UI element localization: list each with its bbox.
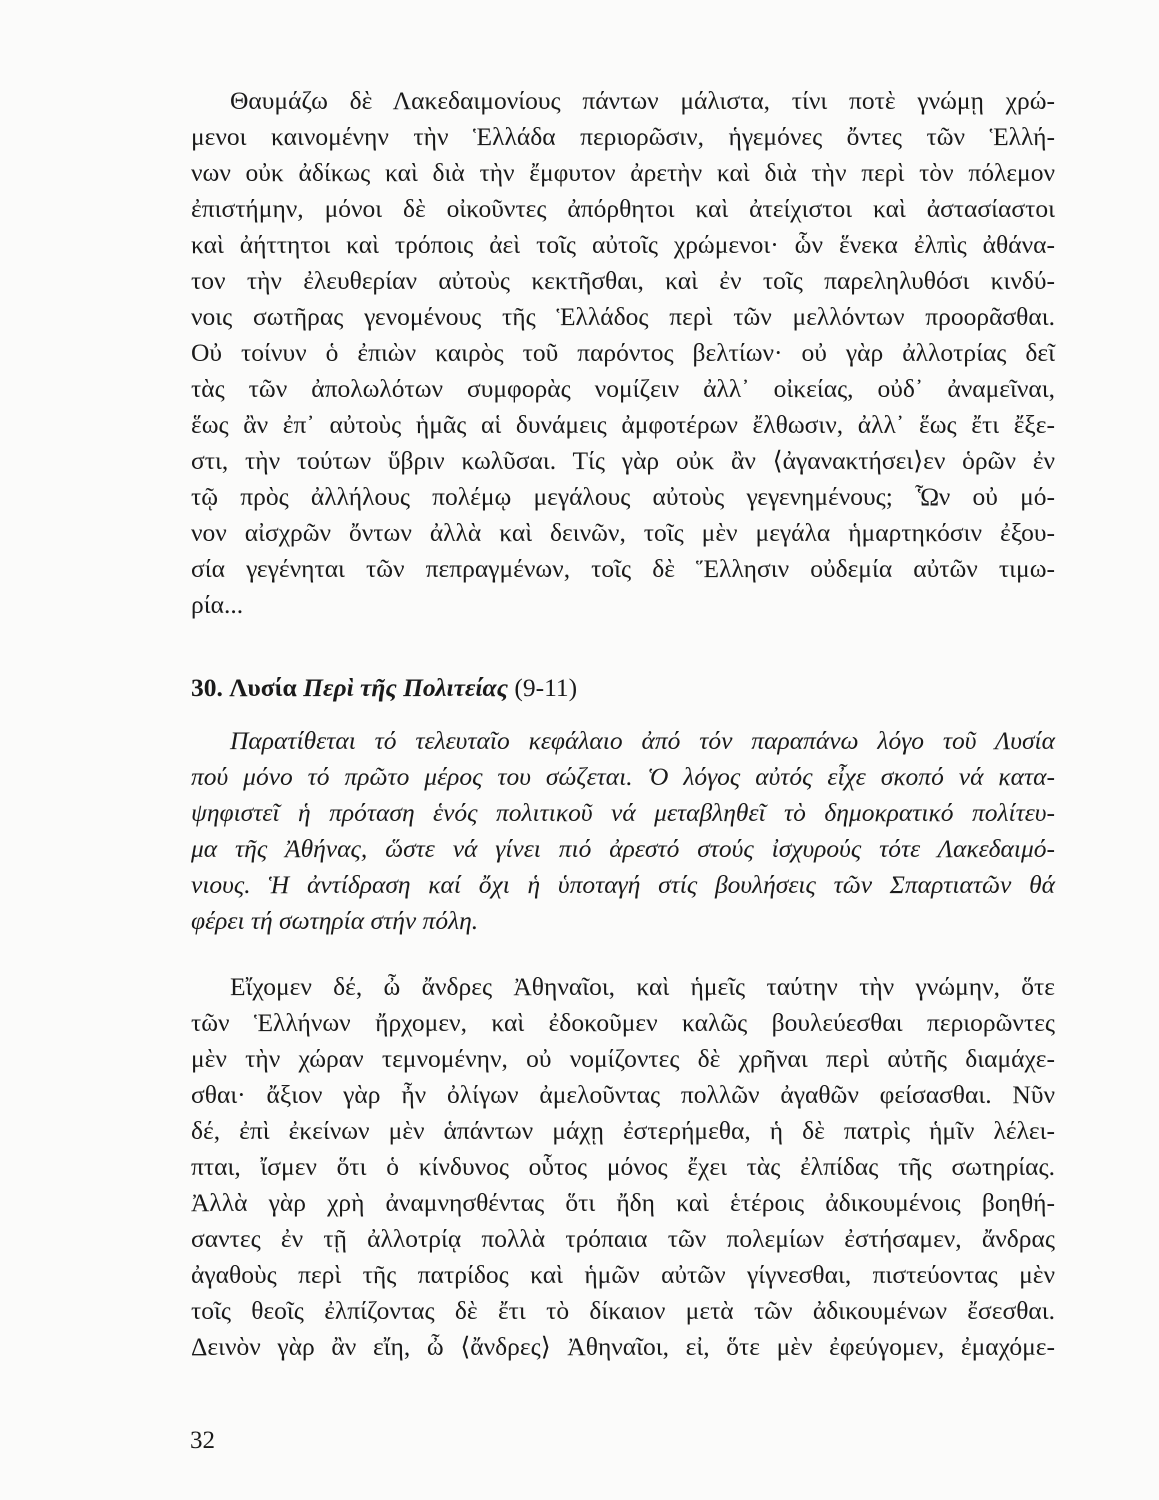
text-line: Εἴχομεν δέ, ὦ ἄνδρες Ἀθηναῖοι, καὶ ἡμεῖς ταύτην τὴν γνώμην, ὅτε (230, 972, 1055, 1001)
text-line: ἐπιστήμην, μόνοι δὲ οἰκοῦντες ἀπόρθητοι καὶ ἀτείχιστοι καὶ ἀστασίαστοι (191, 194, 1055, 223)
text-line: νιους. Ἡ ἀντίδραση καί ὄχι ἡ ὑποταγή στίς βουλήσεις τῶν Σπαρτιατῶν θά (191, 870, 1055, 899)
text-line: ἀγαθοὺς περὶ τῆς πατρίδος καὶ ἡμῶν αὐτῶν γίγνεσθαι, πιστεύοντας μὲν (191, 1260, 1055, 1289)
section-work-title: Περὶ τῆς Πολιτείας (303, 673, 508, 702)
text-line: Οὐ τοίνυν ὁ ἐπιὼν καιρὸς τοῦ παρόντος βελτίων· οὐ γὰρ ἀλλοτρίας δεῖ (191, 338, 1055, 367)
text-line: καὶ ἀήττητοι καὶ τρόποις ἀεὶ τοῖς αὐτοῖς χρώμενοι· ὧν ἕνεκα ἐλπὶς ἀθάνα- (191, 230, 1055, 259)
section-number: 30. (191, 673, 223, 702)
text-line: ἕως ἂν ἐπ᾽ αὐτοὺς ἡμᾶς αἱ δυνάμεις ἀμφοτέρων ἔλθωσιν, ἀλλ᾽ ἕως ἔτι ἔξε- (191, 410, 1055, 439)
text-line: σία γεγένηται τῶν πεπραγμένων, τοῖς δὲ Ἕλλησιν οὐδεμία αὐτῶν τιμω- (191, 554, 1055, 583)
text-line: τοῖς θεοῖς ἐλπίζοντας δὲ ἔτι τὸ δίκαιον μετὰ τῶν ἀδικουμένων ἔσεσθαι. (191, 1296, 1055, 1325)
text-line: Θαυμάζω δὲ Λακεδαιμονίους πάντων μάλιστα, τίνι ποτὲ γνώμῃ χρώ- (230, 86, 1055, 115)
text-line: τῶν Ἑλλήνων ἤρχομεν, καὶ ἐδοκοῦμεν καλῶς βουλεύεσθαι περιορῶντες (191, 1008, 1055, 1037)
text-line: σαντες ἐν τῇ ἀλλοτρίᾳ πολλὰ τρόπαια τῶν πολεμίων ἐστήσαμεν, ἄνδρας (191, 1224, 1055, 1253)
text-line: μὲν τὴν χώραν τεμνομένην, οὐ νομίζοντες δὲ χρῆναι περὶ αὐτῆς διαμάχε- (191, 1044, 1055, 1073)
page-number: 32 (190, 1427, 215, 1454)
text-line: Παρατίθεται τό τελευταῖο κεφάλαιο ἀπό τόν παραπάνω λόγο τοῦ Λυσία (230, 726, 1055, 755)
text-line: δέ, ἐπὶ ἐκείνων μὲν ἁπάντων μάχῃ ἐστερήμεθα, ἡ δὲ πατρὶς ἡμῖν λέλει- (191, 1116, 1055, 1145)
text-line: μενοι καινομένην τὴν Ἑλλάδα περιορῶσιν, ἡγεμόνες ὄντες τῶν Ἑλλή- (191, 122, 1055, 151)
text-line: Δεινὸν γὰρ ἂν εἴη, ὦ ⟨ἄνδρες⟩ Ἀθηναῖοι, εἰ, ὅτε μὲν ἐφεύγομεν, ἐμαχόμε- (191, 1332, 1055, 1361)
text-line: τον τὴν ἐλευθερίαν αὐτοὺς κεκτῆσθαι, καὶ ἐν τοῖς παρεληλυθόσι κινδύ- (191, 266, 1055, 295)
text-line: στι, τὴν τούτων ὕβριν κωλῦσαι. Τίς γὰρ οὐκ ἂν ⟨ἀγανακτήσει⟩εν ὁρῶν ἐν (191, 446, 1055, 475)
section-author: Λυσία (229, 673, 297, 702)
text-line: νοις σωτῆρας γενομένους τῆς Ἑλλάδος περὶ τῶν μελλόντων προορᾶσθαι. (191, 302, 1055, 331)
text-line: ρία... (191, 590, 244, 619)
text-line: τὰς τῶν ἀπολωλότων συμφορὰς νομίζειν ἀλλ᾽ οἰκείας, οὐδ᾽ ἀναμεῖναι, (191, 374, 1055, 403)
text-line: μα τῆς Ἀθήνας, ὥστε νά γίνει πιό ἀρεστό στούς ἰσχυρούς τότε Λακεδαιμό- (191, 834, 1055, 863)
section-heading (191, 673, 577, 703)
text-line: νων οὐκ ἀδίκως καὶ διὰ τὴν ἔμφυτον ἀρετὴν καὶ διὰ τὴν περὶ τὸν πόλεμον (191, 158, 1055, 187)
text-line: σθαι· ἄξιον γὰρ ἦν ὀλίγων ἀμελοῦντας πολλῶν ἀγαθῶν φείσασθαι. Νῦν (191, 1080, 1055, 1109)
text-line: τῷ πρὸς ἀλλήλους πολέμῳ μεγάλους αὐτοὺς γεγενημένους; Ὧν οὐ μό- (191, 482, 1055, 511)
section-range: (9-11) (514, 673, 578, 702)
text-line: Ἀλλὰ γὰρ χρὴ ἀναμνησθέντας ὅτι ἤδη καὶ ἑτέροις ἀδικουμένοις βοηθή- (191, 1188, 1055, 1217)
text-line: νον αἰσχρῶν ὄντων ἀλλὰ καὶ δεινῶν, τοῖς μὲν μεγάλα ἡμαρτηκόσιν ἐξου- (191, 518, 1055, 547)
text-line: πού μόνο τό πρῶτο μέρος του σώζεται. Ὁ λόγος αὐτός εἶχε σκοπό νά κατα- (191, 762, 1055, 791)
text-line: φέρει τή σωτηρία στήν πόλη. (191, 906, 479, 935)
text-line: πται, ἴσμεν ὅτι ὁ κίνδυνος οὗτος μόνος ἔχει τὰς ἐλπίδας τῆς σωτηρίας. (191, 1152, 1055, 1181)
text-line: ψηφιστεῖ ἡ πρόταση ἑνός πολιτικοῦ νά μεταβληθεῖ τὸ δημοκρατικό πολίτευ- (191, 798, 1055, 827)
